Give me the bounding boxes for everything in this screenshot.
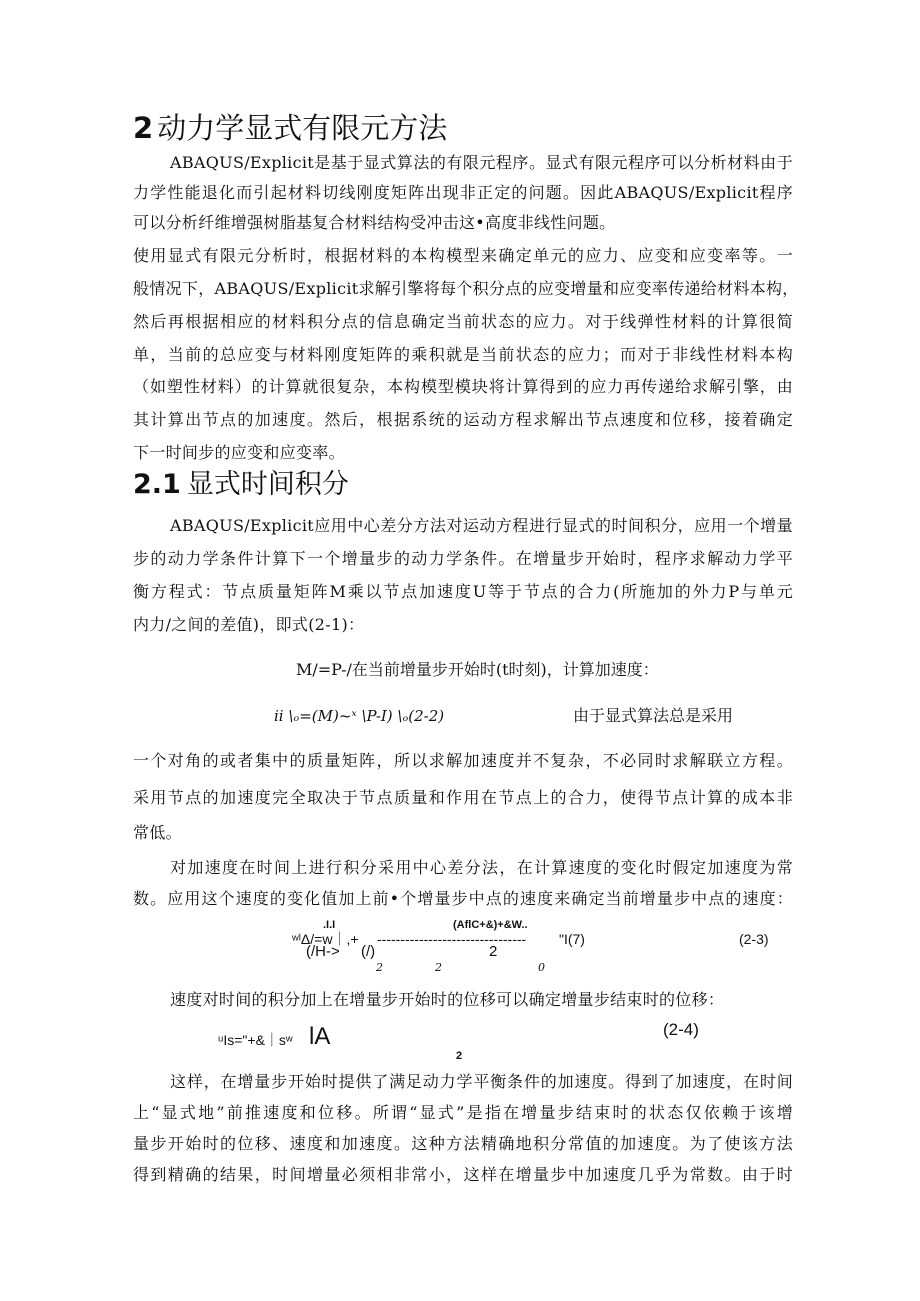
paragraph-line: ABAQUS/Explicit是基于显式算法的有限元程序。显式有限元程序可以分析材料由于	[170, 153, 793, 172]
paragraph-line: 量步开始时的位移、速度和加速度。这种方法精确地积分常值的加速度。为了使该方法	[133, 1134, 793, 1153]
paragraph-line: 这样，在增量步开始时提供了满足动力学平衡条件的加速度。得到了加速度，在时间	[170, 1072, 793, 1091]
paragraph-line: 衡方程式：节点质量矩阵M乘以节点加速度U等于节点的合力(所施加的外力P与单元	[133, 582, 793, 601]
paragraph-line: 采用节点的加速度完全取决于节点质量和作用在节点上的合力，使得节点计算的成本非	[133, 788, 793, 807]
paragraph-line: 一个对角的或者集中的质量矩阵，所以求解加速度并不复杂，不必同时求解联立方程。	[133, 751, 793, 770]
subsection-number: 2.1	[133, 469, 181, 500]
subsection-heading-2-1	[133, 465, 349, 505]
paragraph-line: 内力/之间的差值)，即式(2-1)：	[133, 615, 365, 634]
document-page: 2 动力学显式有限元方法 ABAQUS/Explicit是基于显式算法的有限元程序。显式有限元程序可以分析材料由于 力学性能退化而引起材料切线刚度矩阵出现非正定的问题。因此ABAQUS/Explicit程序 可以分析纤维增强树脂基复合材料结构受冲击这•高度非线性问题。 使用显式有限元分析时，根据材料的本构模型来确定单元的应力、应变和应变率等。一 般情况下，ABAQUS/Explicit求解引擎将每个积分点的应变增量和应变率传递给材料本构， 然后再根据相应的材料积分点的信息确定当前状态的应力。对于线弹性材料的计算很简 单，当前的总应变与材料刚度矩阵的乘积就是当前状态的应力；而对于非线性材料本构 （如塑性材料）的计算就很复杂，本构模型模块将计算得到的应力再传递给求解引擎，由 其计算出节点的加速度。然后，根据系统的运动方程求解出节点速度和位移，接着确定 下一时间步的应变和应变率。 2.1 显式时间积分 ABAQUS/Explicit应用中心差分方法对运动方程进行显式的时间积分，应用一个增量 步的动力学条件计算下一个增量步的动力学条件。在增量步开始时，程序求解动力学平 衡方程式：节点质量矩阵M乘以节点加速度U等于节点的合力(所施加的外力P与单元 内力/之间的差值)，即式(2-1)： M/=P-/在当前增量步开始时(t时刻)，计算加速度： ii \ₒ=(M)~ˣ \P-I) \ₒ(2-2) 由于显式算法总是采用 一个对角的或者集中的质量矩阵，所以求解加速度并不复杂，不必同时求解联立方程。 采用节点的加速度完全取决于节点质量和作用在节点上的合力，使得节点计算的成本非 常低。 对加速度在时间上进行积分采用中心差分法，在计算速度的变化时假定加速度为常 数。应用这个速度的变化值加上前•个增量步中点的速度来确定当前增量步中点的速度： .I.I (AflC+&)+&W.. ʷˡΔ/=w｜,+ -------------------------------- "I(7) (2-3) (/H-> (/) 2 2 2 0 速度对时间的积分加上在增量步开始时的位移可以确定增量步结束时的位移： ᵘIs="+&｜sʷ lA 2 (2-4) 这样，在增量步开始时提供了满足动力学平衡条件的加速度。得到了加速度，在时间 上“显式地”前推速度和位移。所谓“显式”是指在增量步结束时的状态仅依赖于该增 量步开始时的位移、速度和加速度。这种方法精确地积分常值的加速度。为了使该方法 得到精确的结果，时间增量必须相非常小，这样在增量步中加速度几乎为常数。由于时	[0, 0, 920, 1301]
paragraph-line: 力学性能退化而引起材料切线刚度矩阵出现非正定的问题。因此ABAQUS/Explicit程序	[133, 183, 793, 202]
paragraph-line: 其计算出节点的加速度。然后，根据系统的运动方程求解出节点速度和位移，接着确定	[133, 410, 793, 429]
section-number: 2	[133, 111, 154, 145]
equation-2-1: M/=P-/在当前增量步开始时(t时刻)，计算加速度：	[296, 660, 659, 679]
paragraph-line: 可以分析纤维增强树脂基复合材料结构受冲击这•高度非线性问题。	[133, 213, 616, 232]
paragraph-line: （如塑性材料）的计算就很复杂，本构模型模块将计算得到的应力再传递给求解引擎，由	[133, 377, 793, 396]
paragraph-line: ABAQUS/Explicit应用中心差分方法对运动方程进行显式的时间积分，应用一个增量	[170, 516, 793, 535]
paragraph-line: 上“显式地”前推速度和位移。所谓“显式”是指在增量步结束时的状态仅依赖于该增	[133, 1103, 793, 1122]
equation-2-2-trailing-text: 由于显式算法总是采用	[573, 706, 734, 725]
paragraph-line: 步的动力学条件计算下一个增量步的动力学条件。在增量步开始时，程序求解动力学平	[133, 549, 793, 568]
paragraph-line: 常低。	[133, 823, 182, 842]
paragraph-line: 般情况下，ABAQUS/Explicit求解引擎将每个积分点的应变增量和应变率传递给材料本构，	[133, 279, 799, 298]
paragraph-line: 然后再根据相应的材料积分点的信息确定当前状态的应力。对于线弹性材料的计算很简	[133, 312, 793, 331]
subsection-title: 显式时间积分	[186, 469, 349, 500]
paragraph-line: 单，当前的总应变与材料刚度矩阵的乘积就是当前状态的应力；而对于非线性材料本构	[133, 345, 793, 364]
paragraph-line: 使用显式有限元分析时，根据材料的本构模型来确定单元的应力、应变和应变率等。一	[133, 246, 793, 265]
equation-2-2: ii \ₒ=(M)~ˣ \P-I) \ₒ(2-2)	[274, 707, 445, 725]
section-heading-2	[133, 108, 447, 148]
paragraph-line: 对加速度在时间上进行积分采用中心差分法，在计算速度的变化时假定加速度为常	[170, 858, 793, 877]
section-title: 动力学显式有限元方法	[157, 111, 448, 145]
paragraph-line: 数。应用这个速度的变化值加上前•个增量步中点的速度来确定当前增量步中点的速度：	[133, 889, 793, 908]
paragraph-line: 下一时间步的应变和应变率。	[133, 443, 345, 462]
paragraph-line: 速度对时间的积分加上在增量步开始时的位移可以确定增量步结束时的位移：	[170, 990, 725, 1009]
paragraph-line: 得到精确的结果，时间增量必须相非常小，这样在增量步中加速度几乎为常数。由于时	[133, 1165, 793, 1184]
